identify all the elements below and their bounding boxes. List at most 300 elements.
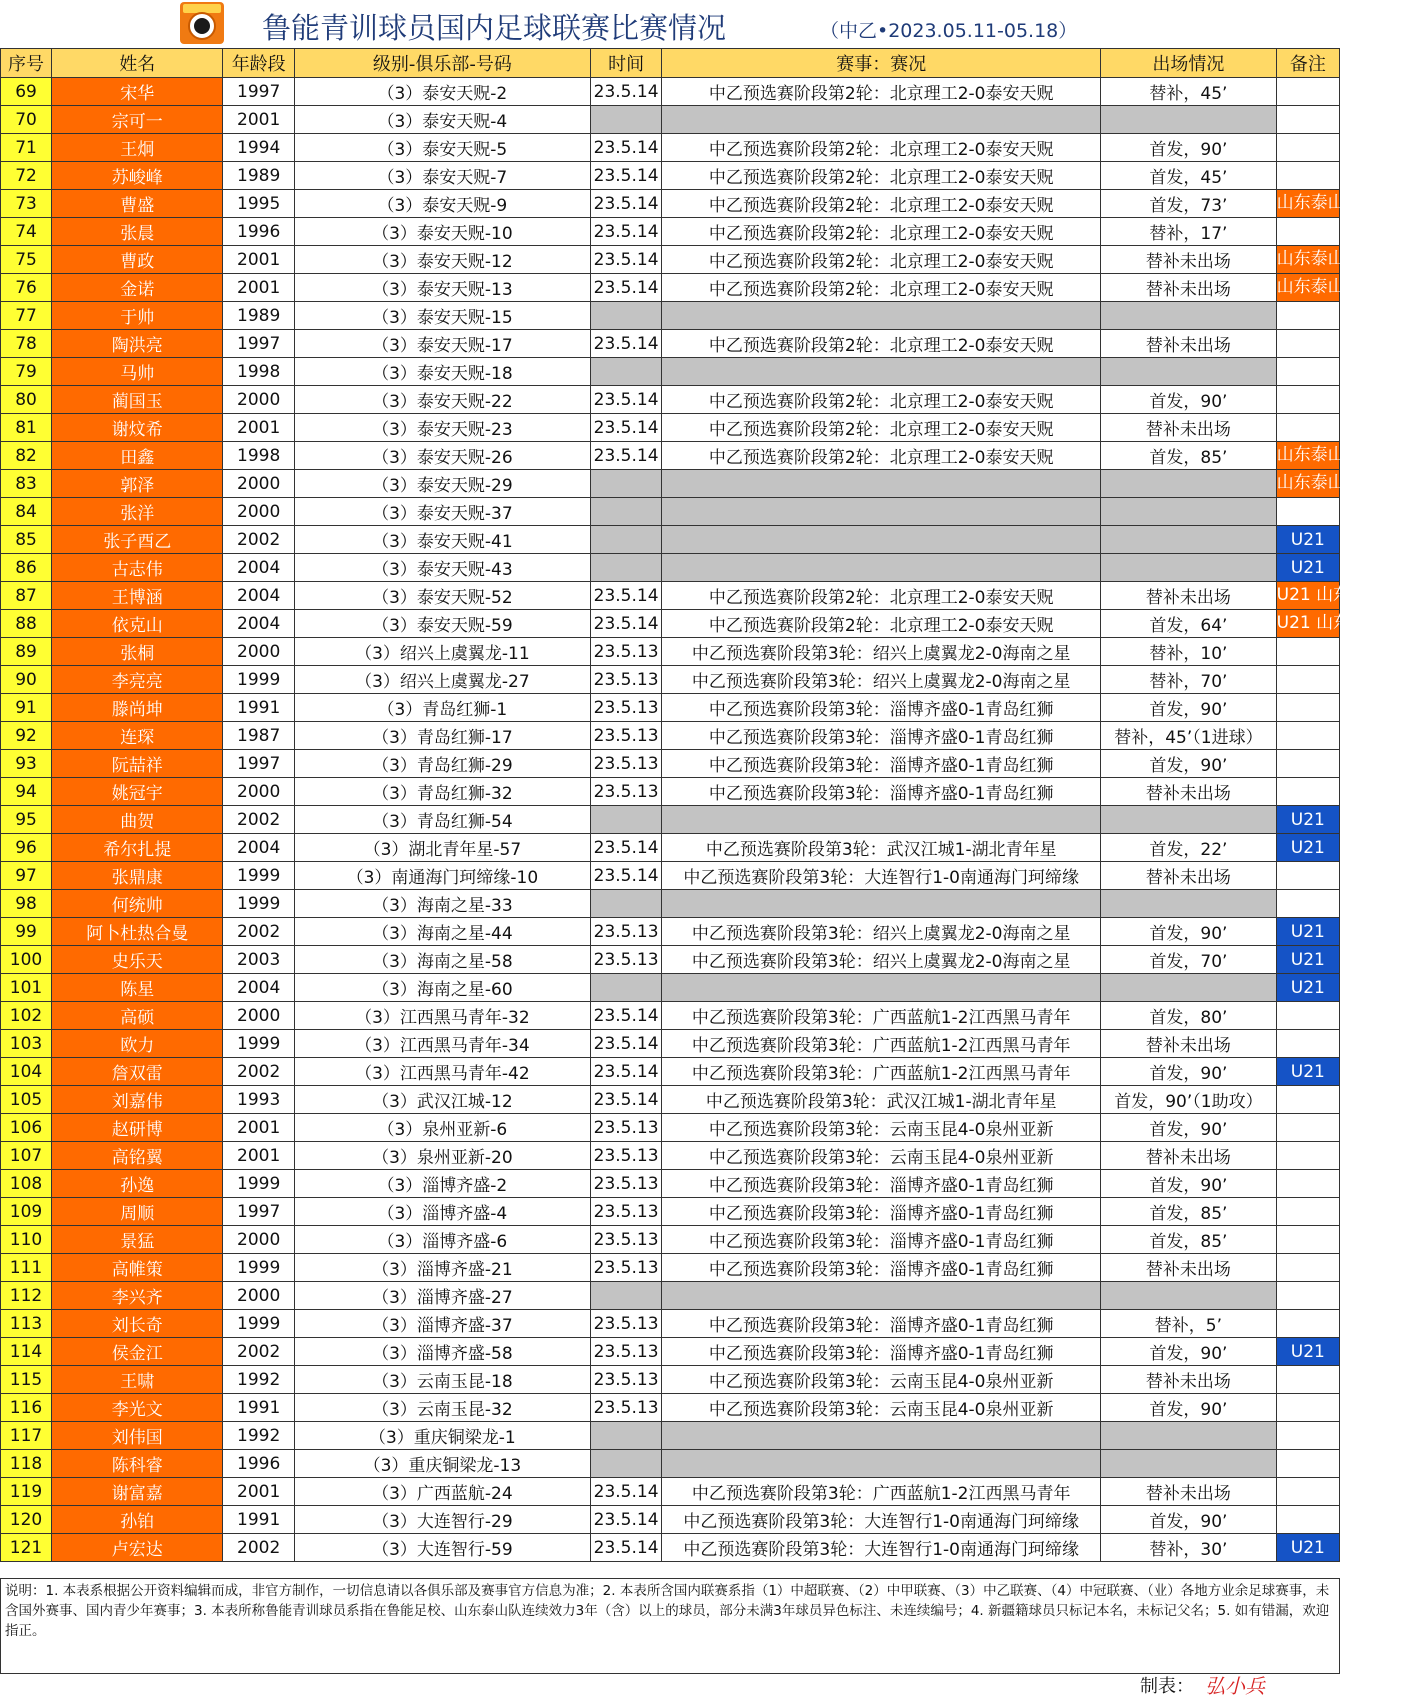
match-date: 23.5.14 <box>590 162 661 190</box>
match-result: 中乙预选赛阶段第2轮：北京理工2-0泰安天贶 <box>662 162 1101 190</box>
appearance <box>1101 470 1277 498</box>
match-result: 中乙预选赛阶段第3轮：云南玉昆4-0泉州亚新 <box>662 1142 1101 1170</box>
match-date: 23.5.14 <box>590 582 661 610</box>
table-row <box>1 750 1340 778</box>
player-name: 李亮亮 <box>52 666 223 694</box>
match-date: 23.5.13 <box>590 1198 661 1226</box>
player-name: 王啸 <box>52 1366 223 1394</box>
remark <box>1276 78 1339 106</box>
table-row <box>1 1058 1340 1086</box>
row-index: 73 <box>1 190 52 218</box>
table-row <box>1 582 1340 610</box>
player-name: 田鑫 <box>52 442 223 470</box>
birth-year: 1999 <box>223 890 294 918</box>
remark <box>1276 162 1339 190</box>
match-result: 中乙预选赛阶段第3轮：大连智行1-0南通海门珂缔缘 <box>662 862 1101 890</box>
table-row <box>1 1114 1340 1142</box>
remark <box>1276 386 1339 414</box>
row-index: 81 <box>1 414 52 442</box>
table-row <box>1 554 1340 582</box>
birth-year: 1997 <box>223 78 294 106</box>
row-index: 72 <box>1 162 52 190</box>
appearance: 替补，45’ <box>1101 78 1277 106</box>
table-row <box>1 246 1340 274</box>
footer-notes: 说明：1. 本表系根据公开资料编辑而成，非官方制作，一切信息请以各俱乐部及赛事官方信息为准；2. 本表所含国内联赛系指（1）中超联赛、（2）中甲联赛、（3）中乙联赛、（4）中冠联赛、（业）各地方业余足球赛事，未含国外赛事、国内青少年赛事；3. 本表所称鲁能青训球员系指在鲁能足校、山东泰山队连续效力3年（含）以上的球员，部分未满3年球员异色标注、未连续编号；4. 新疆籍球员只标记本名，未标记父名；5. 如有错漏，欢迎指正。 <box>0 1578 1340 1674</box>
club-number: （3）泰安天贶-22 <box>294 386 590 414</box>
player-name: 金诺 <box>52 274 223 302</box>
birth-year: 2002 <box>223 1534 294 1562</box>
row-index: 119 <box>1 1478 52 1506</box>
match-result: 中乙预选赛阶段第3轮：淄博齐盛0-1青岛红狮 <box>662 1338 1101 1366</box>
appearance: 首发，22’ <box>1101 834 1277 862</box>
row-index: 100 <box>1 946 52 974</box>
table-row <box>1 1450 1340 1478</box>
remark: U21 <box>1276 918 1339 946</box>
player-name: 宋华 <box>52 78 223 106</box>
table-row <box>1 1282 1340 1310</box>
remark: 山东泰山租 <box>1276 442 1339 470</box>
remark <box>1276 1170 1339 1198</box>
appearance: 替补未出场 <box>1101 330 1277 358</box>
row-index: 103 <box>1 1030 52 1058</box>
remark <box>1276 722 1339 750</box>
player-name: 孙铂 <box>52 1506 223 1534</box>
club-number: （3）云南玉昆-18 <box>294 1366 590 1394</box>
match-result <box>662 526 1101 554</box>
table-row <box>1 218 1340 246</box>
table-row <box>1 722 1340 750</box>
match-date: 23.5.13 <box>590 1142 661 1170</box>
appearance: 替补，70’ <box>1101 666 1277 694</box>
player-name: 希尔扎提 <box>52 834 223 862</box>
match-result <box>662 1422 1101 1450</box>
table-row <box>1 946 1340 974</box>
row-index: 74 <box>1 218 52 246</box>
remark <box>1276 750 1339 778</box>
table-row <box>1 1142 1340 1170</box>
match-date <box>590 302 661 330</box>
club-number: （3）泰安天贶-59 <box>294 610 590 638</box>
remark: 山东泰山租 <box>1276 190 1339 218</box>
club-number: （3）重庆铜梁龙-13 <box>294 1450 590 1478</box>
remark <box>1276 1422 1339 1450</box>
row-index: 117 <box>1 1422 52 1450</box>
match-result: 中乙预选赛阶段第3轮：绍兴上虞翼龙2-0海南之星 <box>662 666 1101 694</box>
match-result: 中乙预选赛阶段第3轮：淄博齐盛0-1青岛红狮 <box>662 1310 1101 1338</box>
club-number: （3）泉州亚新-20 <box>294 1142 590 1170</box>
appearance: 首发，85’ <box>1101 442 1277 470</box>
birth-year: 1987 <box>223 722 294 750</box>
player-name: 曹盛 <box>52 190 223 218</box>
appearance: 替补，17’ <box>1101 218 1277 246</box>
remark: U21 <box>1276 1338 1339 1366</box>
club-number: （3）泰安天贶-2 <box>294 78 590 106</box>
birth-year: 1989 <box>223 302 294 330</box>
player-name: 陈科睿 <box>52 1450 223 1478</box>
club-number: （3）泰安天贶-41 <box>294 526 590 554</box>
match-date: 23.5.13 <box>590 1254 661 1282</box>
player-name: 姚冠宇 <box>52 778 223 806</box>
match-result <box>662 974 1101 1002</box>
club-number: （3）青岛红狮-17 <box>294 722 590 750</box>
remark: U21 <box>1276 554 1339 582</box>
appearance: 首发，90’ <box>1101 1114 1277 1142</box>
club-number: （3）泰安天贶-23 <box>294 414 590 442</box>
table-row <box>1 778 1340 806</box>
birth-year: 2004 <box>223 554 294 582</box>
remark: U21 <box>1276 526 1339 554</box>
club-number: （3）泰安天贶-4 <box>294 106 590 134</box>
club-number: （3）泰安天贶-29 <box>294 470 590 498</box>
birth-year: 2001 <box>223 106 294 134</box>
appearance: 首发，64’ <box>1101 610 1277 638</box>
player-name: 侯金江 <box>52 1338 223 1366</box>
table-row <box>1 974 1340 1002</box>
appearance: 替补未出场 <box>1101 246 1277 274</box>
remark: U21 山东泰山租 <box>1276 610 1339 638</box>
match-date <box>590 890 661 918</box>
match-date: 23.5.13 <box>590 1310 661 1338</box>
match-date: 23.5.13 <box>590 1366 661 1394</box>
birth-year: 1997 <box>223 750 294 778</box>
birth-year: 2000 <box>223 386 294 414</box>
player-name: 宗可一 <box>52 106 223 134</box>
title-bar <box>0 0 1341 46</box>
birth-year: 2000 <box>223 498 294 526</box>
player-name: 刘伟国 <box>52 1422 223 1450</box>
match-date <box>590 498 661 526</box>
row-index: 76 <box>1 274 52 302</box>
match-date: 23.5.14 <box>590 442 661 470</box>
club-number: （3）海南之星-44 <box>294 918 590 946</box>
appearance: 替补未出场 <box>1101 1478 1277 1506</box>
appearance <box>1101 806 1277 834</box>
club-number: （3）泰安天贶-7 <box>294 162 590 190</box>
player-name: 张晨 <box>52 218 223 246</box>
player-name: 滕尚坤 <box>52 694 223 722</box>
club-number: （3）泰安天贶-26 <box>294 442 590 470</box>
maker-signature: 弘小兵 <box>1205 1674 1265 1698</box>
birth-year: 2000 <box>223 1002 294 1030</box>
player-name: 马帅 <box>52 358 223 386</box>
match-result: 中乙预选赛阶段第2轮：北京理工2-0泰安天贶 <box>662 134 1101 162</box>
match-result: 中乙预选赛阶段第3轮：淄博齐盛0-1青岛红狮 <box>662 1170 1101 1198</box>
club-number: （3）南通海门珂缔缘-10 <box>294 862 590 890</box>
match-result: 中乙预选赛阶段第3轮：淄博齐盛0-1青岛红狮 <box>662 1254 1101 1282</box>
maker-label: 制表： <box>1140 1676 1194 1697</box>
row-index: 69 <box>1 78 52 106</box>
match-date: 23.5.13 <box>590 918 661 946</box>
match-date <box>590 974 661 1002</box>
appearance: 替补未出场 <box>1101 1254 1277 1282</box>
player-name: 苏峻峰 <box>52 162 223 190</box>
match-result: 中乙预选赛阶段第3轮：广西蓝航1-2江西黑马青年 <box>662 1030 1101 1058</box>
col-date-header: 时间 <box>590 49 661 78</box>
player-name: 刘长奇 <box>52 1310 223 1338</box>
remark <box>1276 1478 1339 1506</box>
appearance: 首发，85’ <box>1101 1226 1277 1254</box>
match-result: 中乙预选赛阶段第3轮：淄博齐盛0-1青岛红狮 <box>662 778 1101 806</box>
club-number: （3）大连智行-59 <box>294 1534 590 1562</box>
match-result <box>662 890 1101 918</box>
table-row <box>1 106 1340 134</box>
remark: U21 山东泰山租 <box>1276 582 1339 610</box>
table-row <box>1 918 1340 946</box>
match-date <box>590 526 661 554</box>
match-date: 23.5.14 <box>590 1002 661 1030</box>
appearance: 替补，45’（1进球） <box>1101 722 1277 750</box>
table-row <box>1 302 1340 330</box>
match-result <box>662 498 1101 526</box>
match-date: 23.5.14 <box>590 610 661 638</box>
match-result: 中乙预选赛阶段第2轮：北京理工2-0泰安天贶 <box>662 330 1101 358</box>
birth-year: 1992 <box>223 1366 294 1394</box>
table-row <box>1 330 1340 358</box>
table-row <box>1 1366 1340 1394</box>
appearance: 替补未出场 <box>1101 862 1277 890</box>
birth-year: 2002 <box>223 918 294 946</box>
club-number: （3）江西黑马青年-42 <box>294 1058 590 1086</box>
club-number: （3）淄博齐盛-2 <box>294 1170 590 1198</box>
match-result: 中乙预选赛阶段第3轮：淄博齐盛0-1青岛红狮 <box>662 750 1101 778</box>
remark: 山东泰山租 <box>1276 274 1339 302</box>
remark <box>1276 1002 1339 1030</box>
match-result: 中乙预选赛阶段第3轮：淄博齐盛0-1青岛红狮 <box>662 694 1101 722</box>
appearance: 替补未出场 <box>1101 778 1277 806</box>
appearance <box>1101 302 1277 330</box>
player-table <box>0 48 1401 1562</box>
table-row <box>1 1086 1340 1114</box>
player-name: 张鼎康 <box>52 862 223 890</box>
col-year-header: 年龄段 <box>223 49 294 78</box>
player-name: 连琛 <box>52 722 223 750</box>
match-result: 中乙预选赛阶段第3轮：绍兴上虞翼龙2-0海南之星 <box>662 946 1101 974</box>
appearance: 替补未出场 <box>1101 1366 1277 1394</box>
birth-year: 2004 <box>223 582 294 610</box>
birth-year: 2001 <box>223 274 294 302</box>
remark <box>1276 218 1339 246</box>
appearance: 首发，80’ <box>1101 1002 1277 1030</box>
match-result: 中乙预选赛阶段第2轮：北京理工2-0泰安天贶 <box>662 582 1101 610</box>
birth-year: 2001 <box>223 414 294 442</box>
table-row <box>1 162 1340 190</box>
table-row <box>1 386 1340 414</box>
club-number: （3）青岛红狮-1 <box>294 694 590 722</box>
player-name: 李兴齐 <box>52 1282 223 1310</box>
remark: U21 <box>1276 946 1339 974</box>
row-index: 85 <box>1 526 52 554</box>
appearance: 替补未出场 <box>1101 414 1277 442</box>
appearance <box>1101 526 1277 554</box>
match-date: 23.5.14 <box>590 834 661 862</box>
club-number: （3）泰安天贶-10 <box>294 218 590 246</box>
table-row <box>1 638 1340 666</box>
remark: U21 <box>1276 806 1339 834</box>
match-result: 中乙预选赛阶段第2轮：北京理工2-0泰安天贶 <box>662 386 1101 414</box>
row-index: 114 <box>1 1338 52 1366</box>
row-index: 78 <box>1 330 52 358</box>
club-number: （3）泰安天贶-9 <box>294 190 590 218</box>
appearance: 首发，90’ <box>1101 1170 1277 1198</box>
table-row <box>1 1226 1340 1254</box>
row-index: 77 <box>1 302 52 330</box>
match-result: 中乙预选赛阶段第3轮：广西蓝航1-2江西黑马青年 <box>662 1002 1101 1030</box>
table-row <box>1 806 1340 834</box>
remark <box>1276 1506 1339 1534</box>
match-date: 23.5.13 <box>590 638 661 666</box>
match-result: 中乙预选赛阶段第2轮：北京理工2-0泰安天贶 <box>662 190 1101 218</box>
match-date <box>590 106 661 134</box>
remark <box>1276 330 1339 358</box>
birth-year: 1999 <box>223 1310 294 1338</box>
row-index: 112 <box>1 1282 52 1310</box>
table-row <box>1 1030 1340 1058</box>
match-result: 中乙预选赛阶段第3轮：云南玉昆4-0泉州亚新 <box>662 1394 1101 1422</box>
match-result <box>662 806 1101 834</box>
row-index: 83 <box>1 470 52 498</box>
club-number: （3）泰安天贶-5 <box>294 134 590 162</box>
col-name-header: 姓名 <box>52 49 223 78</box>
player-name: 依克山 <box>52 610 223 638</box>
row-index: 118 <box>1 1450 52 1478</box>
player-name: 史乐天 <box>52 946 223 974</box>
birth-year: 2004 <box>223 974 294 1002</box>
birth-year: 1989 <box>223 162 294 190</box>
table-row <box>1 526 1340 554</box>
club-number: （3）泰安天贶-12 <box>294 246 590 274</box>
table-row <box>1 1422 1340 1450</box>
match-date: 23.5.14 <box>590 1534 661 1562</box>
appearance <box>1101 106 1277 134</box>
birth-year: 1991 <box>223 1394 294 1422</box>
club-number: （3）淄博齐盛-21 <box>294 1254 590 1282</box>
birth-year: 1993 <box>223 1086 294 1114</box>
remark <box>1276 1282 1339 1310</box>
row-index: 92 <box>1 722 52 750</box>
club-number: （3）湖北青年星-57 <box>294 834 590 862</box>
remark <box>1276 1450 1339 1478</box>
remark <box>1276 1198 1339 1226</box>
match-date: 23.5.14 <box>590 246 661 274</box>
table-row <box>1 890 1340 918</box>
match-date: 23.5.14 <box>590 218 661 246</box>
appearance: 替补未出场 <box>1101 1030 1277 1058</box>
remark <box>1276 1394 1339 1422</box>
match-result: 中乙预选赛阶段第3轮：云南玉昆4-0泉州亚新 <box>662 1366 1101 1394</box>
match-date: 23.5.13 <box>590 750 661 778</box>
appearance: 替补未出场 <box>1101 582 1277 610</box>
page-subtitle: （中乙•2023.05.11-05.18） <box>820 20 1078 42</box>
table-row <box>1 1338 1340 1366</box>
row-index: 84 <box>1 498 52 526</box>
player-name: 于帅 <box>52 302 223 330</box>
birth-year: 2002 <box>223 1338 294 1366</box>
club-number: （3）海南之星-60 <box>294 974 590 1002</box>
appearance <box>1101 498 1277 526</box>
match-result: 中乙预选赛阶段第3轮：武汉江城1-湖北青年星 <box>662 834 1101 862</box>
match-date: 23.5.14 <box>590 330 661 358</box>
club-number: （3）海南之星-58 <box>294 946 590 974</box>
col-club-header: 级别-俱乐部-号码 <box>294 49 590 78</box>
match-date: 23.5.14 <box>590 134 661 162</box>
remark <box>1276 134 1339 162</box>
birth-year: 2004 <box>223 610 294 638</box>
match-date: 23.5.13 <box>590 666 661 694</box>
table-row <box>1 470 1340 498</box>
match-date <box>590 1450 661 1478</box>
appearance <box>1101 890 1277 918</box>
table-row <box>1 1254 1340 1282</box>
birth-year: 2002 <box>223 1058 294 1086</box>
appearance: 首发，90’ <box>1101 1338 1277 1366</box>
table-row <box>1 1534 1340 1562</box>
match-date: 23.5.13 <box>590 946 661 974</box>
birth-year: 2001 <box>223 1114 294 1142</box>
match-date: 23.5.14 <box>590 190 661 218</box>
row-index: 80 <box>1 386 52 414</box>
match-result: 中乙预选赛阶段第2轮：北京理工2-0泰安天贶 <box>662 610 1101 638</box>
appearance <box>1101 1282 1277 1310</box>
club-number: （3）淄博齐盛-58 <box>294 1338 590 1366</box>
match-result: 中乙预选赛阶段第3轮：武汉江城1-湖北青年星 <box>662 1086 1101 1114</box>
match-result: 中乙预选赛阶段第2轮：北京理工2-0泰安天贶 <box>662 218 1101 246</box>
appearance: 替补，30’ <box>1101 1534 1277 1562</box>
row-index: 89 <box>1 638 52 666</box>
appearance: 首发，90’ <box>1101 750 1277 778</box>
appearance: 替补未出场 <box>1101 1142 1277 1170</box>
table-body <box>1 78 1401 1562</box>
club-number: （3）江西黑马青年-32 <box>294 1002 590 1030</box>
player-name: 古志伟 <box>52 554 223 582</box>
appearance: 首发，85’ <box>1101 1198 1277 1226</box>
row-index: 75 <box>1 246 52 274</box>
remark <box>1276 694 1339 722</box>
birth-year: 1996 <box>223 218 294 246</box>
match-date: 23.5.13 <box>590 1226 661 1254</box>
row-index: 98 <box>1 890 52 918</box>
club-number: （3）江西黑马青年-34 <box>294 1030 590 1058</box>
row-index: 70 <box>1 106 52 134</box>
match-date: 23.5.14 <box>590 414 661 442</box>
col-index-header: 序号 <box>1 49 52 78</box>
row-index: 93 <box>1 750 52 778</box>
remark: 山东泰山租 <box>1276 246 1339 274</box>
table-row <box>1 834 1340 862</box>
club-number: （3）广西蓝航-24 <box>294 1478 590 1506</box>
row-index: 82 <box>1 442 52 470</box>
remark <box>1276 1086 1339 1114</box>
appearance: 首发，90’ <box>1101 1058 1277 1086</box>
appearance: 首发，73’ <box>1101 190 1277 218</box>
appearance: 首发，90’ <box>1101 1394 1277 1422</box>
match-date: 23.5.14 <box>590 1478 661 1506</box>
match-date: 23.5.14 <box>590 862 661 890</box>
appearance: 首发，45’ <box>1101 162 1277 190</box>
club-number: （3）泰安天贶-13 <box>294 274 590 302</box>
player-name: 高硕 <box>52 1002 223 1030</box>
col-play-header: 出场情况 <box>1101 49 1277 78</box>
club-number: （3）海南之星-33 <box>294 890 590 918</box>
row-index: 101 <box>1 974 52 1002</box>
club-logo-icon <box>180 2 224 44</box>
match-result: 中乙预选赛阶段第2轮：北京理工2-0泰安天贶 <box>662 414 1101 442</box>
player-name: 郭泽 <box>52 470 223 498</box>
match-date <box>590 358 661 386</box>
player-name: 孙逸 <box>52 1170 223 1198</box>
row-index: 108 <box>1 1170 52 1198</box>
birth-year: 1998 <box>223 442 294 470</box>
match-result: 中乙预选赛阶段第3轮：淄博齐盛0-1青岛红狮 <box>662 1226 1101 1254</box>
